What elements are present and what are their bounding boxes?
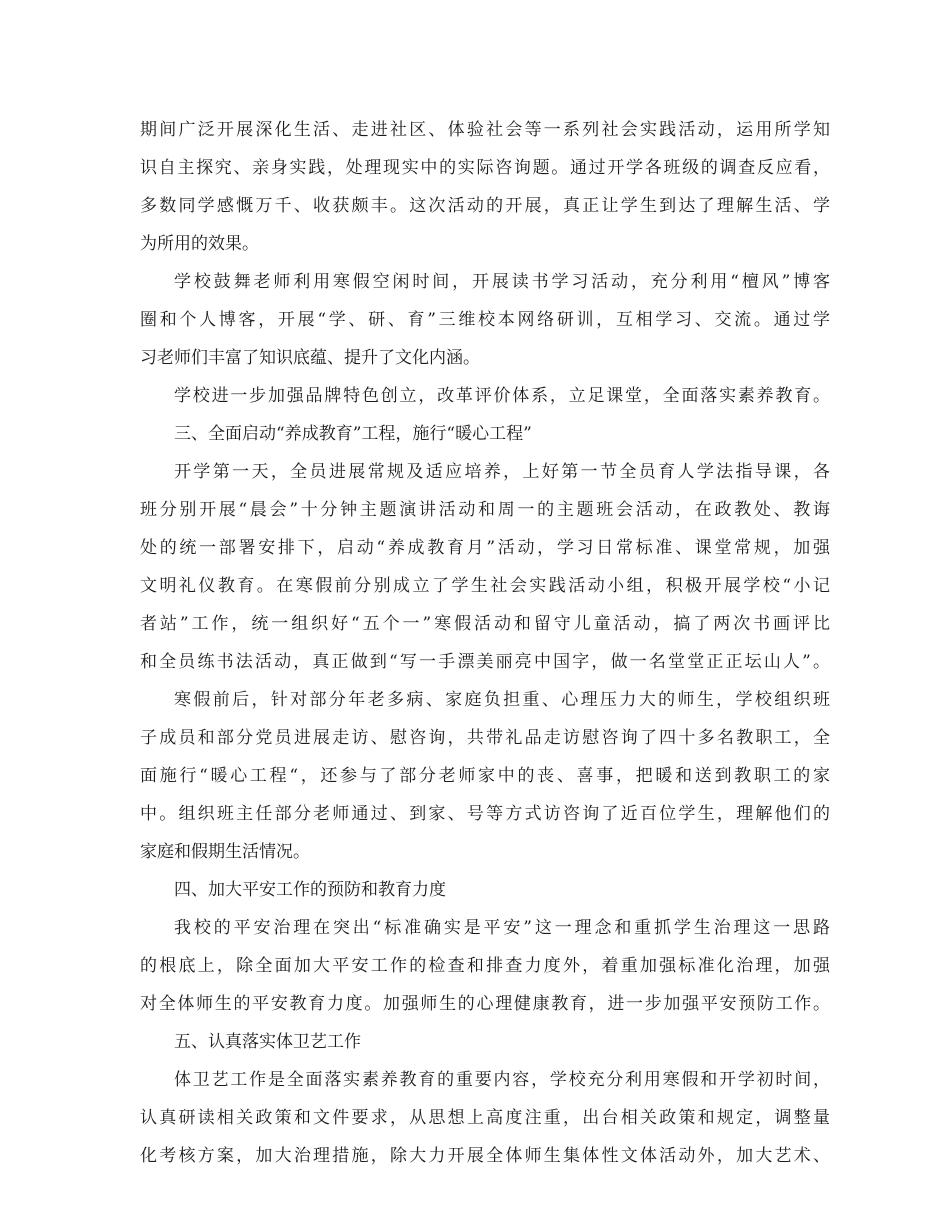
text-line: 体卫艺工作是全面落实素养教育的重要内容，学校充分利用寒假和开学初时间， (174, 1070, 830, 1090)
text-line: 寒假前后，针对部分年老多病、家庭负担重、心理压力大的师生，学校组织班 (174, 690, 830, 710)
text-line: 习老师们丰富了知识底蕴、提升了文化内涵。 (140, 348, 480, 368)
text-line: 家庭和假期生活情况。 (140, 842, 310, 862)
text-line: 识自主探究、亲身实践，处理现实中的实际咨询题。通过开学各班级的调查反应看， (140, 158, 830, 178)
text-line: 的根底上，除全面加大平安工作的检查和排查力度外，着重加强标准化治理，加强 (140, 956, 830, 976)
text-line: 处的统一部署安排下，启动“养成教育月”活动，学习日常标准、课堂常规，加强 (140, 538, 830, 558)
text-line: 三、全面启动“养成教育”工程，施行“暖心工程” (174, 424, 532, 444)
text-line: 学校鼓舞老师利用寒假空闲时间，开展读书学习活动，充分利用“檀风”博客 (174, 272, 830, 292)
text-line: 和全员练书法活动，真正做到“写一手漂美丽亮中国字，做一名堂堂正正坛山人”。 (140, 652, 830, 672)
text-line: 五、认真落实体卫艺工作 (174, 1032, 361, 1052)
text-line: 文明礼仪教育。在寒假前分别成立了学生社会实践活动小组，积极开展学校“小记 (140, 576, 830, 596)
text-line: 为所用的效果。 (140, 234, 259, 254)
text-line: 圈和个人博客，开展“学、研、育”三维校本网络研训，互相学习、交流。通过学 (140, 310, 830, 330)
text-line: 子成员和部分党员进展走访、慰咨询，共带礼品走访慰咨询了四十多名教职工，全 (140, 728, 830, 748)
text-line: 者站”工作，统一组织好“五个一”寒假活动和留守儿童活动，搞了两次书画评比 (140, 614, 830, 634)
text-line: 开学第一天，全员进展常规及适应培养，上好第一节全员育人学法指导课，各 (174, 462, 830, 482)
text-line: 我校的平安治理在突出“标准确实是平安”这一理念和重抓学生治理这一思路 (174, 918, 830, 938)
text-line: 认真研读相关政策和文件要求，从思想上高度注重，出台相关政策和规定，调整量 (140, 1108, 830, 1128)
text-line: 班分别开展“晨会”十分钟主题演讲活动和周一的主题班会活动，在政教处、教诲 (140, 500, 830, 520)
text-line: 面施行“暖心工程“，还参与了部分老师家中的丧、喜事，把暖和送到教职工的家 (140, 766, 830, 786)
document-body (140, 111, 830, 1175)
text-line: 四、加大平安工作的预防和教育力度 (174, 880, 446, 900)
text-line: 期间广泛开展深化生活、走进社区、体验社会等一系列社会实践活动，运用所学知 (140, 120, 830, 140)
text-line: 学校进一步加强品牌特色创立，改革评价体系，立足课堂，全面落实素养教育。 (174, 386, 830, 406)
text-line: 化考核方案，加大治理措施，除大力开展全体师生集体性文体活动外，加大艺术、 (140, 1146, 830, 1166)
text-line: 中。组织班主任部分老师通过、到家、号等方式访咨询了近百位学生，理解他们的 (140, 804, 830, 824)
text-line: 对全体师生的平安教育力度。加强师生的心理健康教育，进一步加强平安预防工作。 (140, 994, 830, 1014)
text-line: 多数同学感慨万千、收获颇丰。这次活动的开展，真正让学生到达了理解生活、学 (140, 196, 830, 216)
